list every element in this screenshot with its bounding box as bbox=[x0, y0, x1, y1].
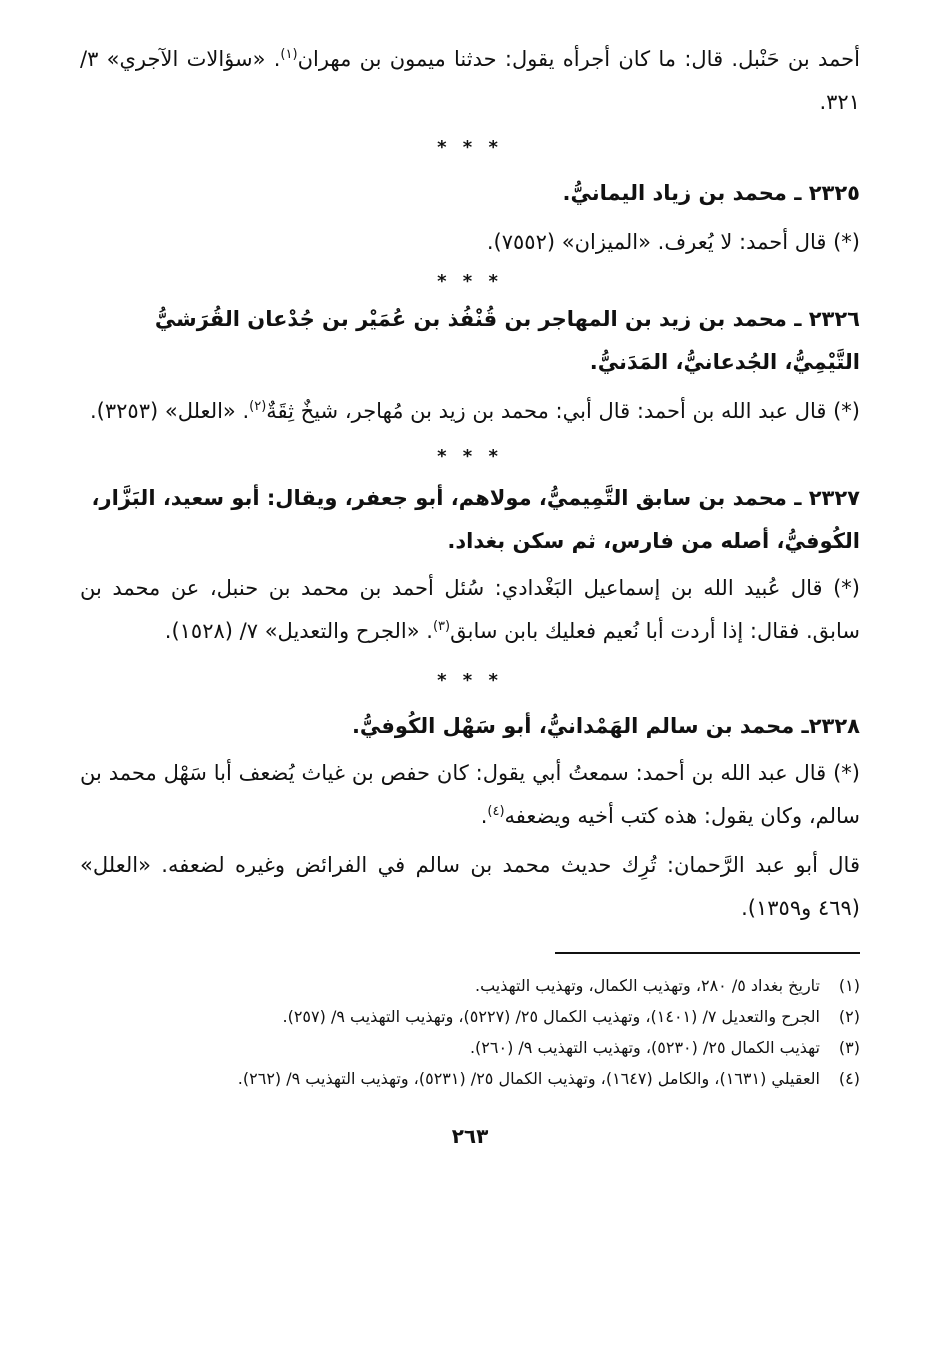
footnote-text: الجرح والتعديل ٧/ (١٤٠١)، وتهذيب الكمال ٢٥/ (٥٢٢٧)، وتهذيب التهذيب ٩/ (٢٥٧). bbox=[282, 1007, 820, 1026]
footnote-marker-1: (١) bbox=[280, 47, 298, 62]
footnote-marker-4: (٤) bbox=[487, 804, 505, 819]
entry-2327-text-end: . «الجرح والتعديل» ٧/ (١٥٢٨). bbox=[164, 619, 433, 643]
intro-paragraph bbox=[80, 38, 860, 124]
footnote-2 bbox=[80, 1001, 860, 1032]
separator-stars: * * * bbox=[437, 446, 503, 467]
entry-2327-heading: ٢٣٢٧ ـ محمد بن سابق التَّمِيميُّ، مولاهم، أبو جعفر، ويقال: أبو سعيد، البَزَّار، الكُوفيُّ، أصله من فارس، ثم سكن بغداد. bbox=[91, 486, 860, 553]
footnote-text: تهذيب الكمال ٢٥/ (٥٢٣٠)، وتهذيب التهذيب ٩/ (٢٦٠). bbox=[469, 1038, 820, 1057]
separator-stars: * * * bbox=[437, 271, 503, 292]
footnote-number: (١) bbox=[838, 976, 860, 995]
entry-2326-body bbox=[80, 390, 860, 433]
footnote-marker-3: (٣) bbox=[432, 619, 451, 634]
intro-text-end: . «سؤالات الآجري» ٣/ ٣٢١. bbox=[80, 47, 860, 114]
footnote-text: تاريخ بغداد ٥/ ٢٨٠، وتهذيب الكمال، وتهذيب التهذيب. bbox=[475, 976, 820, 995]
entry-2328-text-end: . bbox=[480, 804, 488, 828]
book-page bbox=[80, 38, 860, 1148]
entry-2327-text: (*) قال عُبيد الله بن إسماعيل البَغْدادي: سُئل أحمد بن محمد بن حنبل، عن محمد بن سابق. فقال: إذا أردت أبا نُعيم فعليك بابن سابق bbox=[80, 576, 860, 643]
separator-stars: * * * bbox=[437, 137, 503, 158]
footnote-number: (٢) bbox=[838, 1007, 860, 1026]
separator-stars: * * * bbox=[437, 670, 503, 691]
page-number: ٢٦٣ bbox=[451, 1124, 489, 1148]
footnotes bbox=[80, 970, 860, 1094]
entry-2325-heading: ٢٣٢٥ ـ محمد بن زياد اليمانيُّ. bbox=[562, 181, 860, 205]
entry-2326-text-end: . «العلل» (٣٢٥٣). bbox=[89, 399, 250, 423]
entry-2328-heading: ٢٣٢٨ـ محمد بن سالم الهَمْدانيُّ، أبو سَهْل الكُوفيُّ. bbox=[351, 714, 860, 738]
entry-2328-body-1 bbox=[80, 752, 860, 838]
footnote-number: (٣) bbox=[838, 1038, 860, 1057]
entry-2328-body-2: قال أبو عبد الرَّحمان: تُرِك حديث محمد بن سالم في الفرائض وغيره لضعفه. «العلل» (٤٦٩ و١٣٥٩). bbox=[80, 853, 860, 920]
footnote-4 bbox=[80, 1063, 860, 1094]
entry-2326-text: (*) قال عبد الله بن أحمد: قال أبي: محمد بن زيد بن مُهاجر، شيخٌ ثِقَةٌ bbox=[266, 399, 860, 423]
footnote-1 bbox=[80, 970, 860, 1001]
entry-2325-body: (*) قال أحمد: لا يُعرف. «الميزان» (٧٥٥٢). bbox=[486, 230, 860, 254]
entry-2328-text: (*) قال عبد الله بن أحمد: سمعتُ أبي يقول: كان حفص بن غياث يُضعف أبا سَهْل محمد بن سالم، وكان يقول: هذه كتب أخيه ويضعفه bbox=[80, 761, 860, 828]
entry-2326-heading: ٢٣٢٦ ـ محمد بن زيد بن المهاجر بن قُنْفُذ بن عُمَيْر بن جُدْعان القُرَشيُّ التَّيْمِيُّ، الجُدعانيُّ، المَدَنيُّ. bbox=[154, 307, 860, 374]
footnote-marker-2: (٢) bbox=[249, 399, 267, 414]
entry-2327-body bbox=[80, 567, 860, 653]
footnote-number: (٤) bbox=[838, 1069, 860, 1088]
footnote-text: العقيلي (١٦٣١)، والكامل (١٦٤٧)، وتهذيب الكمال ٢٥/ (٥٢٣١)، وتهذيب التهذيب ٩/ (٢٦٢). bbox=[237, 1069, 820, 1088]
footnote-divider bbox=[555, 952, 860, 954]
intro-text: أحمد بن حَنْبل. قال: ما كان أجرأه يقول: حدثنا ميمون بن مهران bbox=[297, 47, 860, 71]
footnote-3 bbox=[80, 1032, 860, 1063]
